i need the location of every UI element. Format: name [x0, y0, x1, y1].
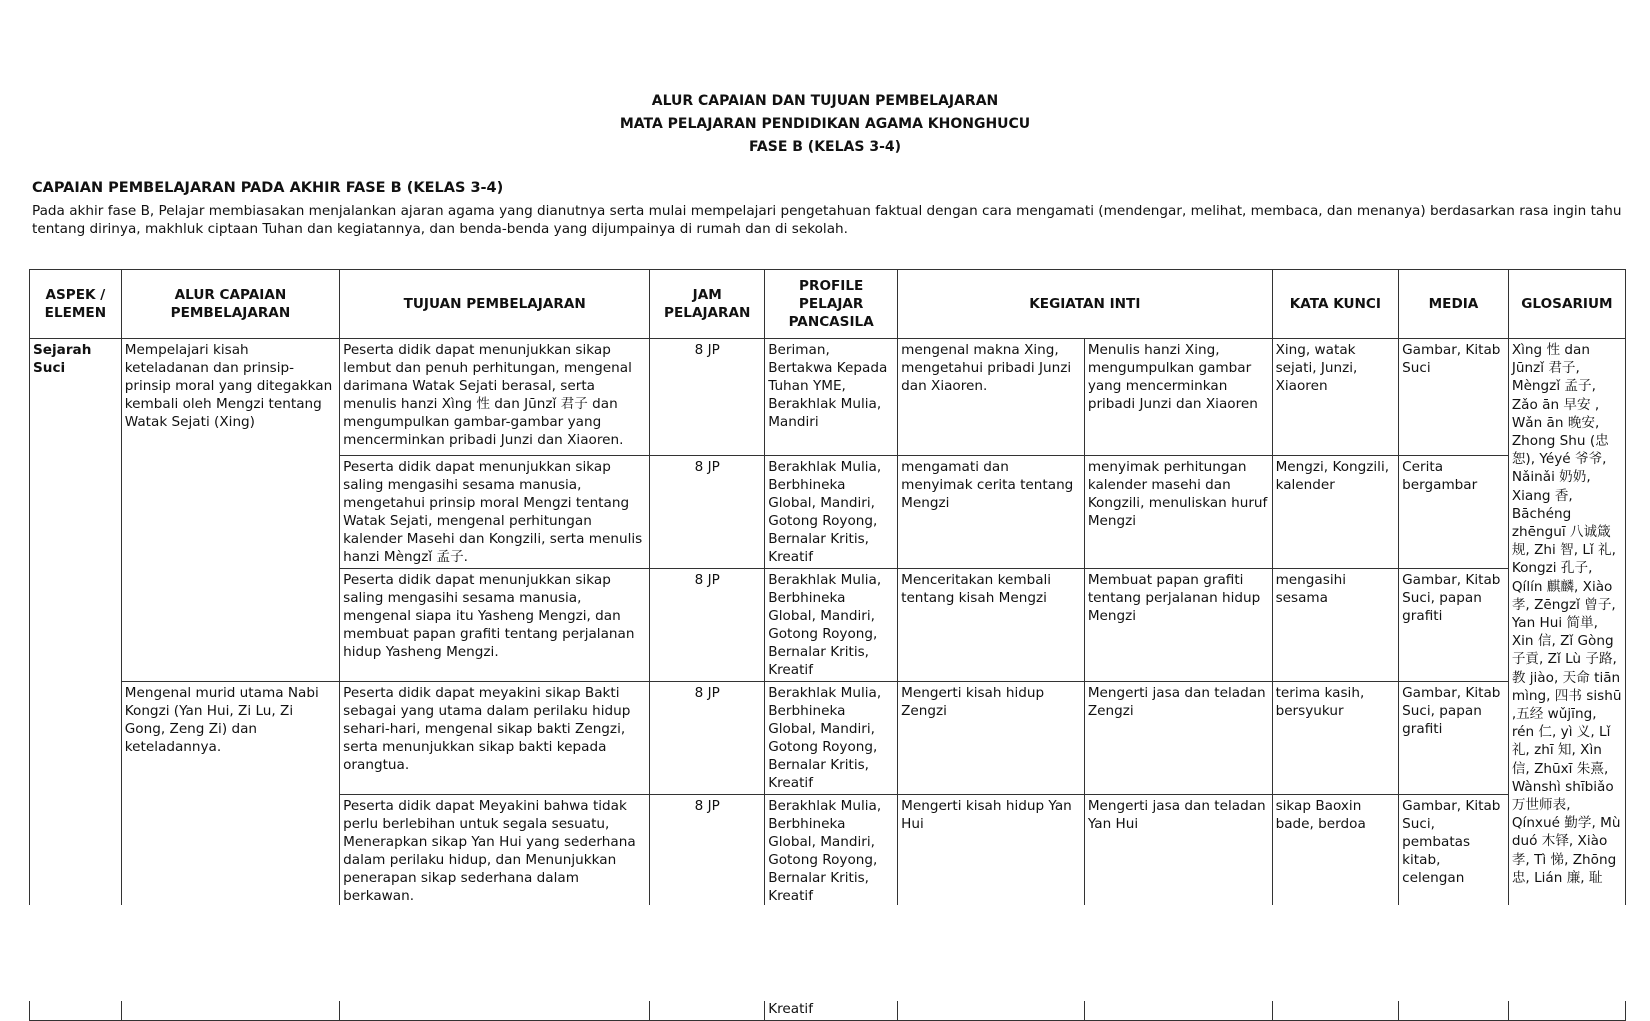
kegiatan-cell: Mengerti jasa dan teladan Zengzi [1084, 682, 1272, 795]
document-title-line-1: ALUR CAPAIAN DAN TUJUAN PEMBELAJARAN [651, 93, 999, 109]
alur-cell: Mempelajari kisah keteladanan dan prinsip-prinsip moral yang ditegakkan kembali oleh Mengzi tentang Watak Sejati (Xing) [121, 339, 339, 682]
profile-cell: Berakhlak Mulia, Berbhineka Global, Mandiri, Gotong Royong, Bernalar Kritis, Kreatif [765, 456, 898, 569]
profile-cell: Kreatif [765, 908, 898, 1021]
tujuan-cell: Peserta didik dapat menunjukkan sikap saling mengasihi sesama manusia, mengenal siapa itu Yasheng Mengzi, dan membuat papan grafiti tentang perjalanan hidup Yasheng Mengzi. [340, 569, 650, 682]
table-header-row [30, 270, 1626, 339]
document-title-line-2: MATA PELAJARAN PENDIDIKAN AGAMA KHONGHUCU [619, 116, 1031, 132]
aspek-cell: Sejarah Suci [30, 339, 122, 1021]
jam-cell: 8 JP [650, 569, 765, 682]
document-title-line-3: FASE B (KELAS 3-4) [748, 139, 902, 155]
kata-kunci-cell: Xing, watak sejati, Junzi, Xiaoren [1272, 339, 1399, 456]
glosarium-cell: Xìng 性 dan Jūnzǐ 君子, Mèngzǐ 孟子, Zǎo ān 早安 , Wǎn ān 晚安, Zhong Shu (忠恕), Yéyé 爷爷, Nǎinǎi 奶奶, Xiang 香, Bāchéng zhēnguī 八诚箴规, Zhi 智, Lǐ 礼, Kongzi 孔子, Qílín 麒麟, Xiào 孝, Zēngzǐ 曾子, Yan Hui 简単, Xin 信, Zǐ Gòng 子貢, Zǐ Lù 子路, 教 jiào, 天命 tiān mìng, 四书 sishū ,五经 wǔjīng, rén 仁, yì 义, Lǐ 礼, zhī 知, Xìn 信, Zhūxī 朱熹, Wànshì shībiǎo 万世师表, Qínxué 勤学, Mù duó 木铎, Xiào 孝, Tì 悌, Zhōng 忠, Lián 廉, 耻 [1508, 339, 1625, 1021]
media-cell: Gambar, Kitab Suci, pembatas kitab, celengan [1399, 795, 1509, 908]
tujuan-cell: Peserta didik dapat menunjukkan sikap saling mengasihi sesama manusia, mengetahui prinsip moral Mengzi tentang Watak Sejati, mengenal perhitungan kalender Masehi dan Kongzili, serta menulis hanzi Mèngzǐ 孟子. [340, 456, 650, 569]
profile-cell: Beriman, Bertakwa Kepada Tuhan YME, Berakhlak Mulia, Mandiri [765, 339, 898, 456]
profile-cell: Berakhlak Mulia, Berbhineka Global, Mandiri, Gotong Royong, Bernalar Kritis, Kreatif [765, 795, 898, 908]
header-media: MEDIA [1399, 270, 1509, 339]
header-jam: JAM PELAJARAN [650, 270, 765, 339]
kegiatan-cell: mengenal makna Xing, mengetahui pribadi Junzi dan Xiaoren. [898, 339, 1085, 456]
kata-kunci-cell: sikap Baoxin bade, berdoa [1272, 795, 1399, 908]
alur-cell: Mengenal murid utama Nabi Kongzi (Yan Hui, Zi Lu, Zi Gong, Zeng Zi) dan keteladannya. [121, 682, 339, 1021]
header-tujuan: TUJUAN PEMBELAJARAN [340, 270, 650, 339]
kegiatan-cell: Menceritakan kembali tentang kisah Mengzi [898, 569, 1085, 682]
kegiatan-cell: Menulis hanzi Xing, mengumpulkan gambar yang mencerminkan pribadi Junzi dan Xiaoren [1084, 339, 1272, 456]
kegiatan-cell: menyimak perhitungan kalender masehi dan Kongzili, menuliskan huruf Mengzi [1084, 456, 1272, 569]
kegiatan-cell: Mengerti kisah hidup Yan Hui [898, 795, 1085, 908]
tujuan-cell: Peserta didik dapat menunjukkan sikap lembut dan penuh perhitungan, mengenal darimana Watak Sejati berasal, serta menulis hanzi Xìng 性 dan Jūnzǐ 君子 dan mengumpulkan gambar-gambar yang mencerminkan pribadi Junzi dan Xiaoren. [340, 339, 650, 456]
table-row [30, 339, 1626, 456]
kegiatan-cell: Membuat papan grafiti tentang perjalanan hidup Mengzi [1084, 569, 1272, 682]
media-cell: Cerita bergambar [1399, 456, 1509, 569]
header-profile: PROFILE PELAJAR PANCASILA [765, 270, 898, 339]
jam-cell: 8 JP [650, 339, 765, 456]
capaian-paragraph: Pada akhir fase B, Pelajar membiasakan menjalankan ajaran agama yang dianutnya serta mulai mempelajari pengetahuan faktual dengan cara mengamati (mendengar, melihat, membaca, dan menanya) berdasarkan rasa ingin tahu tentang dirinya, makhluk ciptaan Tuhan dan kegiatannya, dan benda-benda yang dijumpainya di rumah dan di sekolah. [32, 203, 1622, 237]
kata-kunci-cell: terima kasih, bersyukur [1272, 682, 1399, 795]
header-kegiatan: KEGIATAN INTI [898, 270, 1272, 339]
tujuan-cell: Peserta didik dapat meyakini sikap Bakti sebagai yang utama dalam perilaku hidup sehari-hari, mengenal sikap bakti Zengzi, serta menunjukkan sikap bakti kepada orangtua. [340, 682, 650, 795]
profile-cell: Berakhlak Mulia, Berbhineka Global, Mandiri, Gotong Royong, Bernalar Kritis, Kreatif [765, 569, 898, 682]
page-crop-mask [0, 905, 1650, 1001]
jam-cell: 8 JP [650, 682, 765, 795]
kegiatan-cell: Mengerti jasa dan teladan Yan Hui [1084, 795, 1272, 908]
header-glosarium: GLOSARIUM [1508, 270, 1625, 339]
header-aspek: ASPEK / ELEMEN [30, 270, 122, 339]
header-kata: KATA KUNCI [1272, 270, 1399, 339]
table-row [30, 682, 1626, 795]
header-alur: ALUR CAPAIAN PEMBELAJARAN [121, 270, 339, 339]
jam-cell: 8 JP [650, 456, 765, 569]
media-cell: Gambar, Kitab Suci, papan grafiti [1399, 569, 1509, 682]
kata-kunci-cell: Mengzi, Kongzili, kalender [1272, 456, 1399, 569]
kata-kunci-cell: mengasihi sesama [1272, 569, 1399, 682]
tujuan-cell: Peserta didik dapat Meyakini bahwa tidak perlu berlebihan untuk segala sesuatu, Menerapkan sikap Yan Hui yang sederhana dalam perilaku hidup, dan Menunjukkan penerapan sikap sederhana dalam berkawan. [340, 795, 650, 908]
profile-cell: Berakhlak Mulia, Berbhineka Global, Mandiri, Gotong Royong, Bernalar Kritis, Kreatif [765, 682, 898, 795]
kegiatan-cell: Mengerti kisah hidup Zengzi [898, 682, 1085, 795]
jam-cell: 8 JP [650, 795, 765, 908]
kegiatan-cell: mengamati dan menyimak cerita tentang Mengzi [898, 456, 1085, 569]
capaian-heading: CAPAIAN PEMBELAJARAN PADA AKHIR FASE B (KELAS 3-4) [32, 180, 504, 196]
media-cell: Gambar, Kitab Suci [1399, 339, 1509, 456]
media-cell: Gambar, Kitab Suci, papan grafiti [1399, 682, 1509, 795]
